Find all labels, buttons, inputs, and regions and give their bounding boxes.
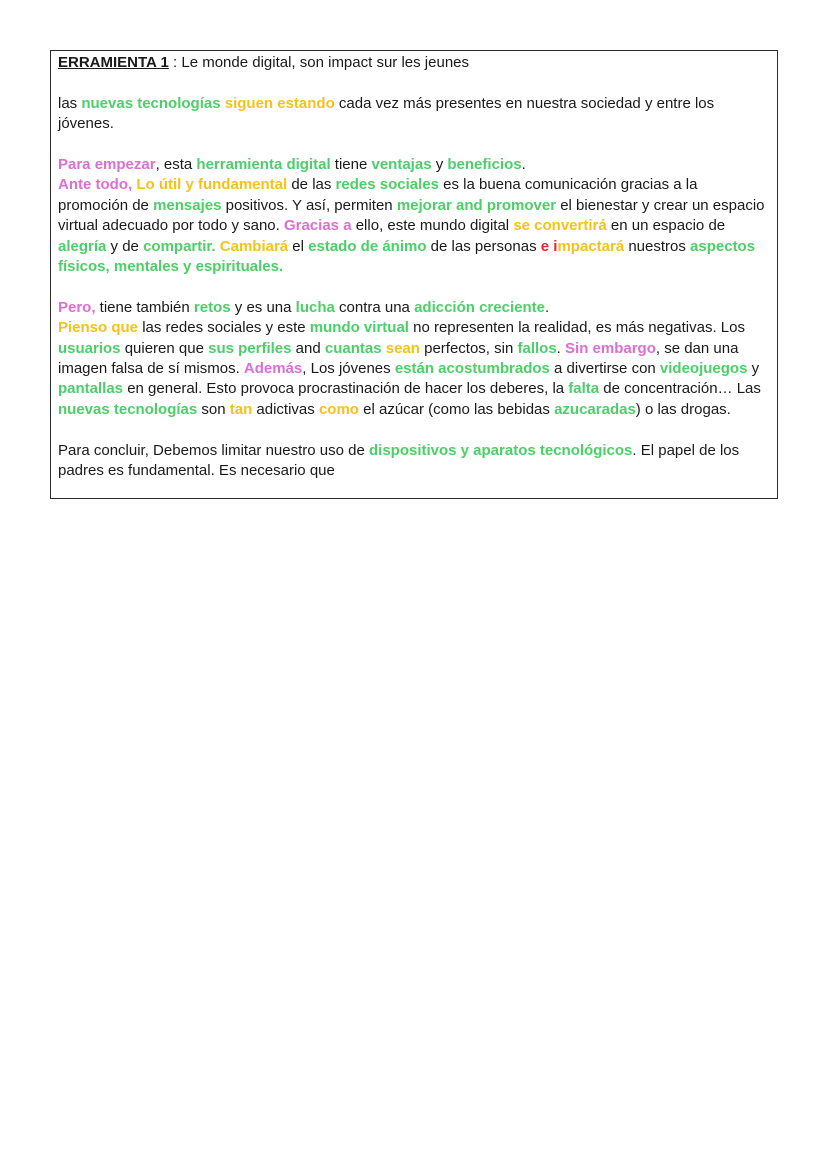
highlight-green: están acostumbrados [394, 360, 550, 378]
text-segment: de concentración… Las [599, 380, 761, 398]
text-segment: las redes sociales y este [138, 319, 310, 337]
text-segment: son [197, 400, 230, 418]
highlight-green: estado de ánimo [308, 237, 427, 255]
text-segment: ) o las drogas. [635, 400, 731, 418]
text-segment: el bienestar y crear un espacio virtual adecuado por todo y sano. [58, 196, 765, 235]
highlight-green: azucaradas [554, 400, 636, 418]
text-segment: y de [106, 237, 144, 255]
paragraph-gap [58, 73, 767, 93]
highlight-green: nuevas tecnologías [81, 94, 221, 112]
highlight-yellow: como [318, 400, 359, 418]
highlight-green: dispositivos y aparatos tecnológicos [368, 441, 633, 459]
highlight-yellow: mpactará [557, 237, 625, 255]
paragraph-gap [58, 277, 767, 297]
text-segment: de las [287, 176, 336, 194]
paragraph-intro [58, 94, 767, 135]
text-segment: , Los jóvenes [302, 360, 395, 378]
highlight-pink: Pero, [58, 298, 96, 316]
text-segment: . El papel de los padres es fundamental. Es necesario que [58, 441, 740, 480]
highlight-yellow: sean [385, 339, 420, 357]
text-segment: en general. Esto provoca procrastinación de hacer los deberes, la [123, 380, 569, 398]
highlight-yellow: Cambiará [219, 237, 289, 255]
highlight-green: lucha [295, 298, 335, 316]
highlight-green: mejorar and promover [396, 196, 557, 214]
text-segment: y es una [230, 298, 296, 316]
text-segment: y [431, 156, 448, 173]
text-segment: contra una [334, 298, 415, 316]
highlight-pink: Sin embargo [565, 339, 656, 357]
highlight-green: herramienta digital [196, 156, 331, 173]
text-segment: ello, este mundo digital [351, 217, 514, 235]
highlight-green: falta [568, 380, 600, 398]
highlight-green: pantallas [58, 380, 124, 398]
text-segment: , se dan una imagen falsa de sí mismos. [58, 339, 739, 378]
text-segment: positivos. Y así, permiten [221, 196, 397, 214]
highlight-green: adicción creciente [414, 298, 545, 316]
highlight-green: videojuegos [659, 360, 748, 378]
text-segment: en un espacio de [606, 217, 726, 235]
highlight-yellow: siguen estando [224, 94, 335, 112]
highlight-green: beneficios [447, 156, 522, 173]
text-segment: . [544, 298, 550, 316]
highlight-pink: Además [243, 360, 303, 378]
text-segment: de las personas [426, 237, 541, 255]
document-subtitle: : Le monde digital, son impact sur les jeunes [168, 54, 470, 71]
highlight-green: nuevas tecnologías [58, 400, 198, 418]
paragraph-challenges [58, 298, 767, 420]
document-title: ERRAMIENTA 1 [58, 54, 169, 71]
text-segment: adictivas [252, 400, 319, 418]
text-segment: Para concluir, Debemos limitar nuestro uso de [58, 441, 369, 459]
text-segment: and [291, 339, 325, 357]
text-segment: las [58, 94, 82, 112]
highlight-green: aspectos físicos, mentales y espirituales. [58, 237, 756, 276]
text-segment: . [521, 156, 526, 173]
highlight-pink: Para empezar [58, 156, 156, 173]
text-segment: tiene [330, 156, 372, 173]
text-segment: cada vez más presentes en nuestra sociedad y entre los jóvenes. [58, 94, 715, 133]
highlight-green: alegría [58, 237, 107, 255]
highlight-yellow: Pienso que [58, 319, 139, 337]
highlight-green: mundo virtual [309, 319, 409, 337]
highlight-yellow: se convertirá [513, 217, 607, 235]
paragraph-gap [58, 135, 767, 155]
highlight-green: cuantas [324, 339, 382, 357]
text-segment: quieren que [120, 339, 209, 357]
text-segment: tiene también [95, 298, 194, 316]
highlight-green: compartir. [143, 237, 216, 255]
highlight-red: e i [540, 237, 558, 255]
text-segment: perfectos, sin [419, 339, 518, 357]
text-segment: nuestros [624, 237, 691, 255]
highlight-green: mensajes [153, 196, 222, 214]
highlight-pink: Ante todo, [58, 176, 137, 194]
paragraph-advantages [58, 155, 767, 277]
paragraph-gap [58, 420, 767, 440]
highlight-green: fallos [517, 339, 557, 357]
text-segment: es la buena comunicación gracias a la promoción de [58, 176, 698, 214]
text-segment: el [288, 237, 309, 255]
highlight-yellow: Lo útil y fundamental [136, 176, 288, 194]
document-title-line [58, 53, 767, 73]
highlight-yellow: tan [229, 400, 253, 418]
highlight-pink: Gracias a [283, 217, 352, 235]
highlight-green: ventajas [371, 156, 432, 173]
text-segment: y [747, 360, 760, 378]
highlight-green: redes sociales [335, 176, 439, 194]
text-segment: a divertirse con [549, 360, 660, 378]
document-frame [50, 50, 778, 499]
paragraph-conclusion [58, 441, 767, 482]
highlight-green: retos [193, 298, 231, 316]
text-segment: no representen la realidad, es más negativas. Los [408, 319, 745, 337]
highlight-green: sus perfiles [208, 339, 292, 357]
highlight-green: usuarios [58, 339, 121, 357]
text-segment: , esta [155, 156, 197, 173]
text-segment: . [556, 339, 566, 357]
text-segment: el azúcar (como las bebidas [358, 400, 555, 418]
